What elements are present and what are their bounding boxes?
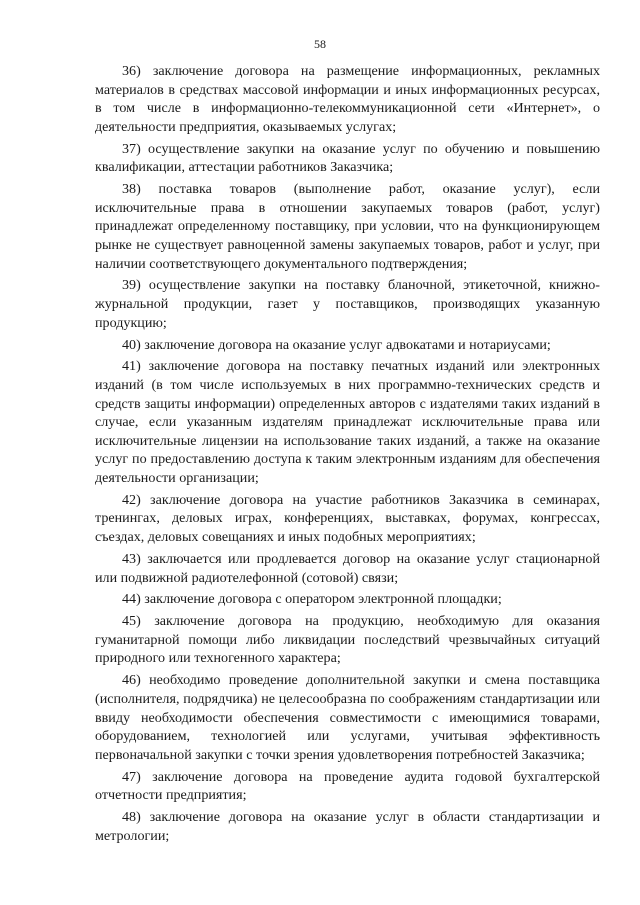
list-item-45: 45) заключение договора на продукцию, необходимую для оказания гуманитарной помощи либо ликвидации последствий чрезвычайных ситуаций природного или техногенного характера; — [95, 613, 600, 667]
list-item-41: 41) заключение договора на поставку печатных изданий или электронных изданий (в том числе используемых в них программно-технических средств и средств защиты информации) определенных авторов с издателями таких изданий в случае, если указанным издателям принадлежат исключительные права или исключительные лицензии на использование таких изданий, а также на оказание услуг по предоставлению доступа к таким электронным изданиям для обеспечения деятельности организации; — [95, 358, 600, 486]
list-item-43: 43) заключается или продлевается договор на оказание услуг стационарной или подвижной радиотелефонной (сотовой) связи; — [95, 550, 600, 586]
list-item-39: 39) осуществление закупки на поставку бланочной, этикеточной, книжно-журнальной продукции, газет у поставщиков, производящих указанную продукцию; — [95, 277, 600, 331]
list-item-42: 42) заключение договора на участие работников Заказчика в семинарах, тренингах, деловых играх, конференциях, выставках, форумах, конгрессах, съездах, деловых совещаниях и иных подобных мероприятиях; — [95, 491, 600, 546]
list-item-48: 48) заключение договора на оказание услуг в области стандартизации и метрологии; — [95, 809, 600, 844]
list-item-46: 46) необходимо проведение дополнительной закупки и смена поставщика (исполнителя, подрядчика) не целесообразна по соображениям стандартизации или ввиду необходимости обеспечения совместимости с имеющимися товарами, оборудованием, технологией или услугами, учитывая эффективность первоначальной закупки с точки зрения удовлетворения потребностей Заказчика; — [95, 672, 600, 763]
list-item-40: 40) заключение договора на оказание услуг адвокатами и нотариусами; — [122, 336, 551, 353]
list-item-36: 36) заключение договора на размещение информационных, рекламных материалов в средствах массовой информации и иных информационных ресурсах, в том числе в информационно-телекоммуникационной сети «Интернет», о деятельности предприятия, оказываемых услугах; — [95, 63, 600, 135]
document-body — [95, 62, 600, 849]
list-item-37: 37) осуществление закупки на оказание услуг по обучению и повышению квалификации, аттестации работников Заказчика; — [95, 140, 600, 176]
list-item-47: 47) заключение договора на проведение аудита годовой бухгалтерской отчетности предприятия; — [95, 768, 600, 804]
page-number: 58 — [314, 37, 326, 51]
list-item-38: 38) поставка товаров (выполнение работ, оказание услуг), если исключительные права в отношении закупаемых товаров (работ, услуг) принадлежат определенному поставщику, при условии, что на функционирующем рынке не существует равноценной замены закупаемых товаров, работ и услуг, при наличии соответствующего документального подтверждения; — [95, 181, 600, 272]
list-item-44: 44) заключение договора с оператором электронной площадки; — [122, 591, 502, 608]
